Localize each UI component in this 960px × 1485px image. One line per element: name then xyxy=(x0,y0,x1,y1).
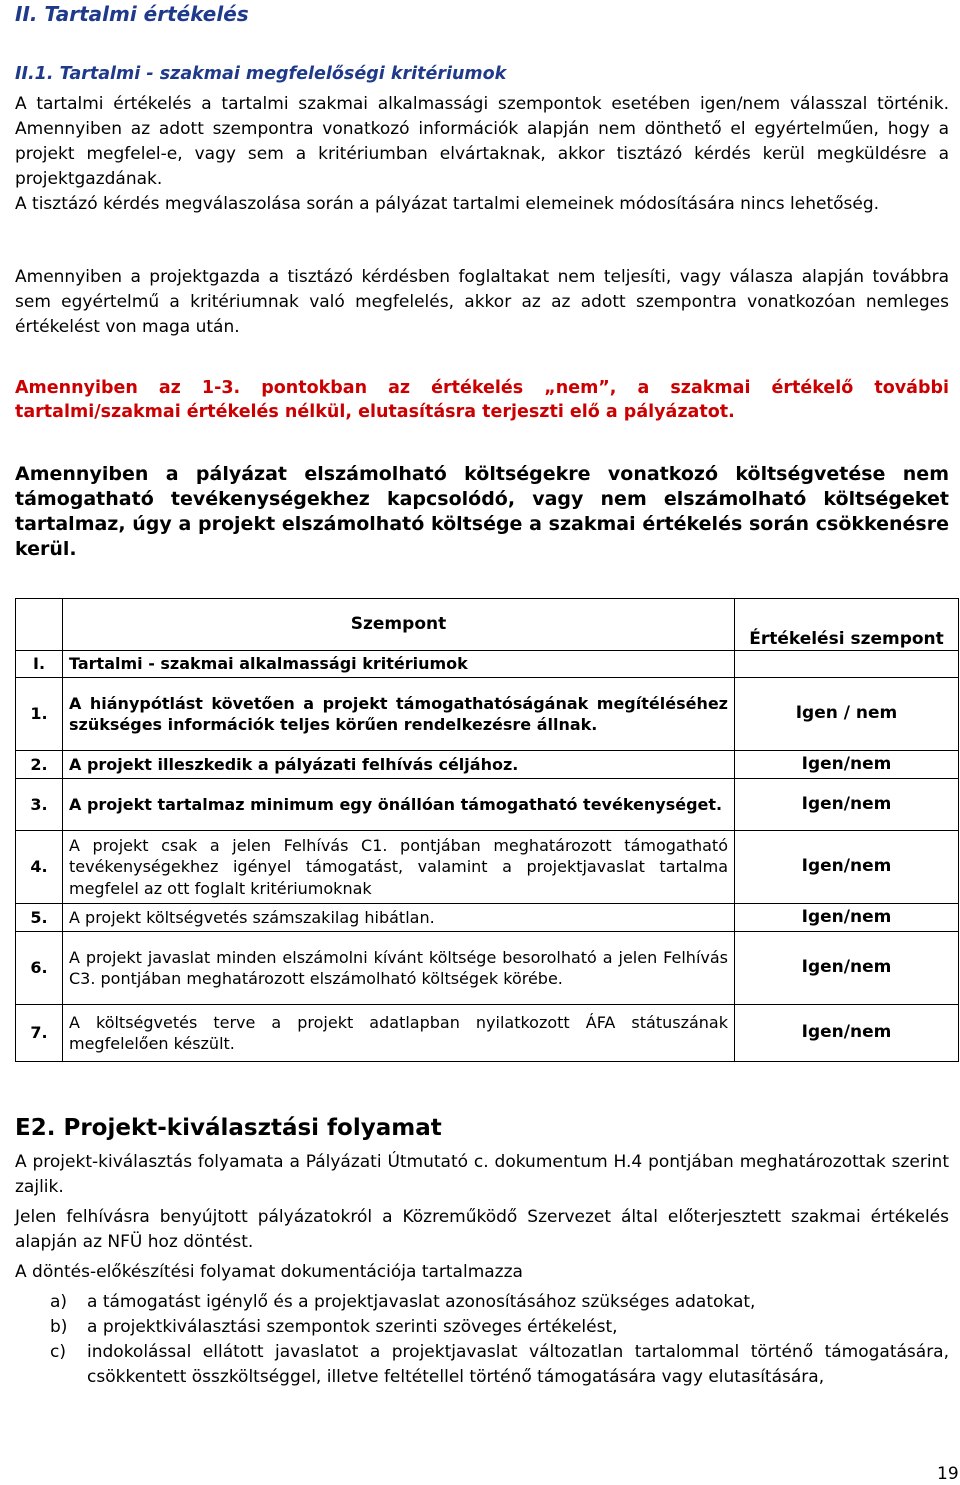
row-criterion-cell: A hiánypótlást követően a projekt támogathatóságának megítéléséhez szükséges információk teljes körűen rendelkezésre állnak. xyxy=(63,678,735,751)
paragraph-cost-reduction: Amennyiben a pályázat elszámolható költségekre vonatkozó költségvetése nem támogatható tevékenységekhez kapcsolódó, vagy nem elszámolható költségeket tartalmaz, úgy a projekt elszámolható költsége a szakmai értékelés során csökkenésre kerül. xyxy=(15,463,949,560)
section-num-cell: I. xyxy=(16,651,63,678)
paragraph-evaluation-method: A tartalmi értékelés a tartalmi szakmai alkalmassági szempontok esetében igen/nem válasszal történik. Amennyiben az adott szempontra vonatkozó információk alapján nem dönthető el egyértelműen, hogy a projekt megfelel-e, vagy sem a kritériumban elvártaknak, akkor tisztázó kérdés kerül megküldésre a projektgazdának. xyxy=(15,94,949,189)
list-item-text: a projektkiválasztási szempontok szerinti szöveges értékelést, xyxy=(87,1317,618,1337)
row-criterion-cell: A projekt költségvetés számszakilag hibátlan. xyxy=(63,904,735,932)
criteria-table xyxy=(15,598,959,1062)
row-num-cell: 3. xyxy=(16,779,63,831)
list-item-text: indokolással ellátott javaslatot a projektjavaslat változatlan tartalommal történő támogatására, csökkentett összköltséggel, illetve feltétellel történő támogatására vagy elutasítására, xyxy=(87,1342,949,1387)
e2-paragraph-documentation: A döntés-előkészítési folyamat dokumentációja tartalmazza xyxy=(15,1262,523,1282)
list-marker: c) xyxy=(50,1342,66,1362)
row-criterion-cell: A projekt javaslat minden elszámolni kívánt költsége besorolható a jelen Felhívás C3. pontjában meghatározott elszámolható költségek körébe. xyxy=(63,932,735,1005)
row-num-cell: 1. xyxy=(16,678,63,751)
row-value-cell: Igen/nem xyxy=(735,751,959,779)
row-criterion-cell: A költségvetés terve a projekt adatlapban nyilatkozott ÁFA státuszának megfelelően készült. xyxy=(63,1005,735,1062)
subsection-heading: II.1. Tartalmi - szakmai megfelelőségi kritériumok xyxy=(15,64,507,84)
row-value-cell: Igen/nem xyxy=(735,932,959,1005)
table-row xyxy=(16,779,959,831)
header-value-cell: Értékelési szempont xyxy=(735,599,959,651)
table-section-row xyxy=(16,651,959,678)
row-num-cell: 7. xyxy=(16,1005,63,1062)
documentation-list xyxy=(50,1290,949,1390)
row-criterion-cell: A projekt csak a jelen Felhívás C1. pontjában meghatározott támogatható tevékenységekhez igényel támogatást, valamint a projektjavaslat tartalma megfelel az ott foglalt kritériumoknak xyxy=(63,831,735,904)
e2-paragraph-decision: Jelen felhívásra benyújtott pályázatokról a Közreműködő Szervezet által előterjesztett szakmai értékelés alapján az NFÜ hoz döntést. xyxy=(15,1207,949,1252)
table-row xyxy=(16,932,959,1005)
paragraph-negative-evaluation: Amennyiben a projektgazda a tisztázó kérdésben foglaltakat nem teljesíti, vagy válasza alapján továbbra sem egyértelmű a kritériumnak való megfelelés, akkor az az adott szempontra vonatkozóan nemleges értékelést von maga után. xyxy=(15,267,949,337)
row-num-cell: 6. xyxy=(16,932,63,1005)
row-num-cell: 2. xyxy=(16,751,63,779)
row-criterion-cell: A projekt tartalmaz minimum egy önállóan támogatható tevékenységet. xyxy=(63,779,735,831)
table-row xyxy=(16,831,959,904)
list-item xyxy=(50,1340,949,1390)
row-num-cell: 4. xyxy=(16,831,63,904)
e2-heading: E2. Projekt-kiválasztási folyamat xyxy=(15,1115,442,1141)
table-row xyxy=(16,678,959,751)
list-marker: a) xyxy=(50,1292,68,1312)
row-criterion-cell: A projekt illeszkedik a pályázati felhívás céljához. xyxy=(63,751,735,779)
row-value-cell: Igen/nem xyxy=(735,1005,959,1062)
table-row xyxy=(16,751,959,779)
row-value-cell: Igen/nem xyxy=(735,831,959,904)
list-marker: b) xyxy=(50,1317,68,1337)
list-item xyxy=(50,1290,949,1315)
e2-paragraph-process: A projekt-kiválasztás folyamata a Pályázati Útmutató c. dokumentum H.4 pontjában meghatározottak szerint zajlik. xyxy=(15,1152,949,1197)
paragraph-no-modification: A tisztázó kérdés megválaszolása során a pályázat tartalmi elemeinek módosítására nincs lehetőség. xyxy=(15,194,880,214)
page-number: 19 xyxy=(937,1464,959,1484)
section-value-cell xyxy=(735,651,959,678)
row-num-cell: 5. xyxy=(16,904,63,932)
row-value-cell: Igen/nem xyxy=(735,779,959,831)
table-header-row xyxy=(16,599,959,651)
section-label-cell: Tartalmi - szakmai alkalmassági kritériumok xyxy=(63,651,735,678)
row-value-cell: Igen / nem xyxy=(735,678,959,751)
list-item-text: a támogatást igénylő és a projektjavaslat azonosításához szükséges adatokat, xyxy=(87,1292,756,1312)
list-item xyxy=(50,1315,949,1340)
table-row xyxy=(16,1005,959,1062)
header-criterion-cell: Szempont xyxy=(63,599,735,651)
paragraph-rejection-notice: Amennyiben az 1-3. pontokban az értékelés „nem”, a szakmai értékelő további tartalmi/szakmai értékelés nélkül, elutasításra terjeszti elő a pályázatot. xyxy=(15,378,949,422)
table-row xyxy=(16,904,959,932)
header-num-cell xyxy=(16,599,63,651)
section-heading: II. Tartalmi értékelés xyxy=(15,2,249,26)
row-value-cell: Igen/nem xyxy=(735,904,959,932)
